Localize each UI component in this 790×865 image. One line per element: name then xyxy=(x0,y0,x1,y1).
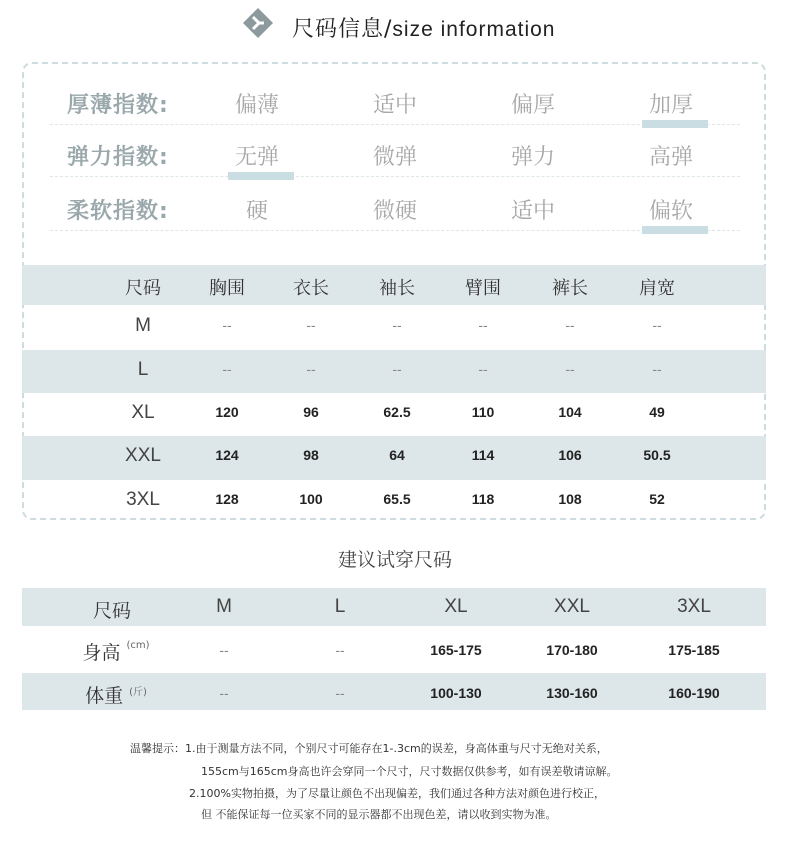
note-line-3: 2.100%实物拍摄，为了尽量让颜色不出现偏差，我们通过各种方法对颜色进行校正， xyxy=(189,787,605,800)
table-cell: -- xyxy=(219,685,229,701)
table-cell: 165-175 xyxy=(430,642,482,658)
title-cn: 尺码信息/ xyxy=(292,17,393,42)
table-cell: 64 xyxy=(389,447,405,463)
table-cell: -- xyxy=(219,642,229,658)
row-label-text: 体重 xyxy=(85,685,124,707)
table-cell: 108 xyxy=(558,491,582,507)
row-label xyxy=(56,681,176,708)
table-cell: -- xyxy=(652,317,662,333)
table-cell: 104 xyxy=(558,404,582,420)
table-cell: -- xyxy=(222,361,232,377)
table-row xyxy=(22,630,766,672)
note-line-2: 155cm与165cm身高也许会穿同一个尺寸，尺寸数据仅供参考，如有误差敬请谅解。 xyxy=(201,765,618,778)
recommend-column-header: 3XL xyxy=(677,596,711,617)
index-option: 弹力 xyxy=(510,145,555,170)
column-header: 臂围 xyxy=(465,278,501,299)
column-header: 衣长 xyxy=(293,278,329,299)
table-cell: 100 xyxy=(299,491,323,507)
index-option: 偏薄 xyxy=(234,93,279,118)
note-line-1: 温馨提示：1.由于测量方法不同，个别尺寸可能存在1-.3cm的误差，身高体重与尺寸无绝对关系， xyxy=(130,742,608,755)
table-cell: 118 xyxy=(471,491,495,507)
table-cell: -- xyxy=(392,317,402,333)
table-cell: 130-160 xyxy=(546,685,598,701)
table-cell: -- xyxy=(306,317,316,333)
table-cell: 106 xyxy=(558,447,582,463)
index-label: 弹力指数: xyxy=(67,145,169,170)
table-cell: 62.5 xyxy=(383,404,411,420)
index-option: 高弹 xyxy=(648,145,693,170)
column-header: 胸围 xyxy=(209,278,245,299)
table-cell: -- xyxy=(335,685,345,701)
table-cell: 98 xyxy=(303,447,319,463)
recommend-header-row xyxy=(22,588,766,626)
table-cell: 96 xyxy=(303,404,319,420)
chevron-diamond-icon xyxy=(242,7,274,39)
title-en: size information xyxy=(392,18,556,41)
table-cell: 110 xyxy=(471,404,495,420)
table-cell: 160-190 xyxy=(668,685,720,701)
section-title xyxy=(292,12,555,43)
table-cell: 175-185 xyxy=(668,642,720,658)
table-cell: 52 xyxy=(649,491,665,507)
row-unit: (斤) xyxy=(129,687,147,698)
recommend-column-header: L xyxy=(334,596,346,617)
table-cell: 114 xyxy=(471,447,495,463)
size-table-header xyxy=(22,265,766,305)
index-row xyxy=(50,84,740,125)
table-row xyxy=(22,350,766,393)
table-cell: 50.5 xyxy=(643,447,671,463)
index-option: 硬 xyxy=(245,199,268,224)
table-cell: -- xyxy=(478,317,488,333)
table-cell: 128 xyxy=(215,491,239,507)
row-unit: (cm) xyxy=(126,640,150,651)
row-label-text: 身高 xyxy=(82,642,121,664)
table-cell: -- xyxy=(565,317,575,333)
index-option: 偏厚 xyxy=(510,93,555,118)
column-header: 裤长 xyxy=(552,278,588,299)
index-option-selected: 加厚 xyxy=(648,93,693,118)
index-option: 适中 xyxy=(510,199,555,224)
table-cell: -- xyxy=(306,361,316,377)
selected-underline xyxy=(642,226,708,234)
index-option-selected: 偏软 xyxy=(648,199,693,224)
selected-underline xyxy=(228,172,294,180)
index-row xyxy=(50,190,740,231)
index-option: 微弹 xyxy=(372,145,417,170)
table-cell: 124 xyxy=(215,447,239,463)
index-label: 厚薄指数: xyxy=(67,93,169,118)
table-cell: 170-180 xyxy=(546,642,598,658)
table-cell: 65.5 xyxy=(383,491,411,507)
recommend-column-header: XXL xyxy=(554,596,590,617)
column-header: 肩宽 xyxy=(639,278,675,299)
recommend-column-header: 尺码 xyxy=(92,600,131,622)
table-cell: -- xyxy=(222,317,232,333)
table-cell: L xyxy=(137,359,149,380)
table-row xyxy=(22,306,766,350)
table-row xyxy=(22,673,766,710)
note-line-4: 但 不能保证每一位买家不同的显示器都不出现色差，请以收到实物为准。 xyxy=(201,808,557,821)
index-row xyxy=(50,136,740,177)
index-option: 微硬 xyxy=(372,199,417,224)
table-cell: XL xyxy=(131,402,155,423)
index-label: 柔软指数: xyxy=(67,199,169,224)
recommend-title: 建议试穿尺码 xyxy=(337,549,452,571)
table-cell: 49 xyxy=(649,404,665,420)
table-cell: 120 xyxy=(215,404,239,420)
recommend-column-header: XL xyxy=(444,596,468,617)
table-cell: XXL xyxy=(125,445,161,466)
recommend-column-header: M xyxy=(216,596,232,617)
table-cell: -- xyxy=(392,361,402,377)
column-header: 尺码 xyxy=(125,278,161,299)
row-label xyxy=(56,638,176,665)
table-cell: 3XL xyxy=(126,489,160,510)
table-row xyxy=(22,393,766,436)
index-option: 适中 xyxy=(372,93,417,118)
column-header: 袖长 xyxy=(379,278,415,299)
table-cell: -- xyxy=(652,361,662,377)
table-cell: -- xyxy=(565,361,575,377)
table-row xyxy=(22,436,766,480)
table-cell: -- xyxy=(478,361,488,377)
index-option-selected: 无弹 xyxy=(234,145,279,170)
table-row xyxy=(22,480,766,522)
table-cell: -- xyxy=(335,642,345,658)
selected-underline xyxy=(642,120,708,128)
table-cell: M xyxy=(135,315,151,336)
table-cell: 100-130 xyxy=(430,685,482,701)
